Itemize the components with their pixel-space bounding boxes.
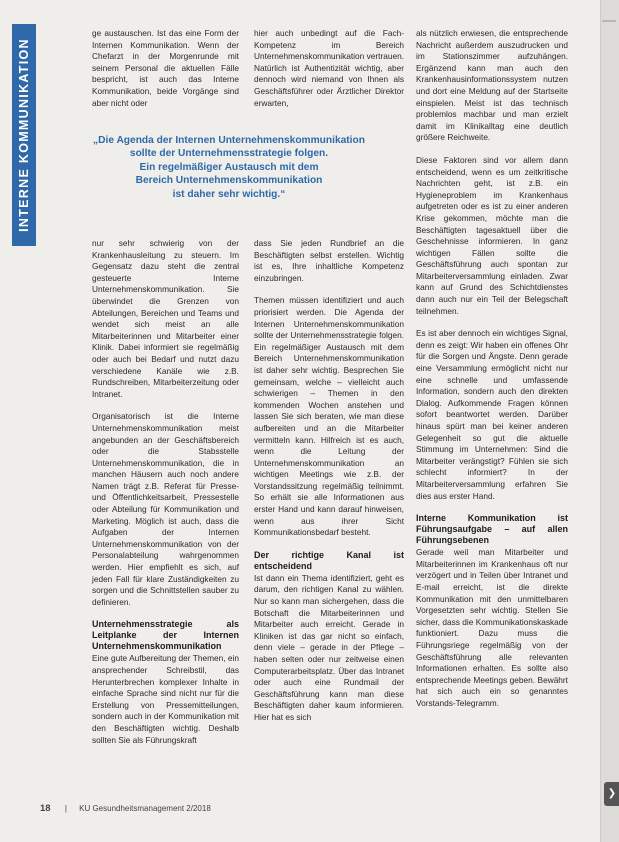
paragraph: Diese Faktoren sind vor allem dann entscheidend, wenn es um zeitkritische Nachrichten geht, ist z.B. ein Hygieneproblem im Krankenhaus aufgetreten oder es ist zu einer anderen Krise gekommen, möchte man die Beschäftigten tagesaktuell über die Geschehnisse informieren. In ganz wichtigen Fällen sollte die Geschäftsführung auch spontan zur Mitarbeiterversammlung einladen. Zwar kann auf Grund des Schichtdienstes dann auch nur ein Teil der Belegschaft teilnehmen. <box>416 154 568 316</box>
paragraph: dass Sie jeden Rundbrief an die Beschäftigten selbst erstellen. Wichtig ist es, Ihre inhaltliche Kompetenz einzubringen. <box>254 238 404 283</box>
footer-separator: | <box>64 804 67 813</box>
section-label-strip <box>12 24 36 246</box>
paragraph: Ist dann ein Thema identifiziert, geht es darum, den richtigen Kanal zu wählen. Nur so kann man sichergehen, dass die Botschaft die Mitarbeiterinnen und Mitarbeiter auch erreicht. Gerade in Kliniken ist das gar nicht so einfach, denn viele – gerade in der Pflege – haben selten oder nur zeitweise einen Computerarbeitsplatz. Über das Intranet oder auch eine Rundmail der Geschäftsführung kann man diese Beschäftigten daher kaum informieren. Hier hat es sich <box>254 572 404 722</box>
page-number: 18 <box>40 803 51 814</box>
next-page-arrow-icon[interactable]: ❯ <box>604 782 619 806</box>
section-heading: Unternehmensstrategie als Leitplanke der Internen Unternehmenskommunikation <box>92 619 239 652</box>
column-3 <box>416 28 568 720</box>
section-heading: Der richtige Kanal ist entscheidend <box>254 549 404 571</box>
quote-line: Ein regelmäßiger Austausch mit dem <box>139 161 319 173</box>
column-1-top <box>92 28 239 120</box>
paragraph: hier auch unbedingt auf die Fach-Kompetenz im Bereich Unternehmenskommunikation vertrauen. Natürlich ist Authentizität wichtig, aber dennoch wird niemand von Ihnen als Geschäftsführer oder Ärztlicher Direktor erwarten, <box>254 28 404 108</box>
column-2-bottom <box>254 238 404 735</box>
column-2-top <box>254 28 404 120</box>
section-heading: Interne Kommunikation ist Führungsaufgabe – auf allen Führungsebenen <box>416 513 568 546</box>
adjacent-page-edge <box>600 0 619 842</box>
quote-line: „Die Agenda der Internen Unternehmenskommunikation <box>93 135 365 146</box>
paragraph: ge austauschen. Ist das eine Form der Internen Kommunikation. Wenn der Chefarzt in der Morgenrunde mit seinem Personal die aktuellen Fälle bespricht, ist auch das Interne Kommunikation, beide Vorgänge sind aber nicht oder <box>92 28 239 108</box>
paragraph: Es ist aber dennoch ein wichtiges Signal, denn es zeigt: Wir haben ein offenes Ohr für die Sorgen und Ängste. Denn gerade eine Versammlung ermöglicht nicht nur eine schnelle und umfassende Information, sondern auch den direkten Dialog. Aufkommende Fragen können sofort beantwortet werden. Darüber hinaus spürt man bei keiner anderen Gelegenheit so gut die aktuelle Stimmung im Unternehmen: Sind die Mitarbeiter verängstigt? Fühlen sie sich schlecht informiert? In der Mitarbeiterversammlung erfahren Sie dies aus erster Hand. <box>416 328 568 501</box>
page-edge-mark <box>602 20 616 22</box>
paragraph: Themen müssen identifiziert und auch priorisiert werden. Die Agenda der Internen Unternehmenskommunikation sollte der Unternehmensstrategie folgen. Ein regelmäßiger Austausch mit dem Bereich Unternehmenskommunikation ist daher sehr wichtig. Besprechen Sie gemeinsam, welche – vielleicht auch schwierigen – Themen in den kommenden Wochen anstehen und lassen Sie sich beraten, wie man diese aufbereiten und an die Mitarbeiter vermitteln kann. Hilfreich ist es auch, wenn die Leitung der Unternehmenskommunikation an wichtigen Meetings wie z.B. der Vorstandssitzung regelmäßig teilnimmt. So erhält sie alle Informationen aus erster Hand und kann darauf hinweisen, wenn aus ihrer Sicht Kommunikationsbedarf besteht. <box>254 295 404 538</box>
section-label: INTERNE KOMMUNIKATION <box>17 38 31 232</box>
paragraph: Eine gute Aufbereitung der Themen, ein ansprechender Schreibstil, das Herunterbrechen komplexer Inhalte in einfache Sprache sind nicht nur für die Erstellung von Pressemitteilungen, sondern auch in der Kommunikation mit den Beschäftigten wichtig. Deshalb sollten Sie als Führungskraft <box>92 653 239 745</box>
paragraph: nur sehr schwierig von der Krankenhausleitung zu steuern. Im Gegensatz dazu steht die zentral gesteuerte Interne Unternehmenskommunikation. Sie überwindet die Grenzen von Abteilungen, Bereichen und Teams und wendet sich meist an alle Mitarbeiterinnen und Mitarbeiter einer Klinik. Dabei informiert sie regelmäßig oder auch bei Bedarf und nutzt dazu verschiedene Kanäle wie z.B. Rundschreiben, Mitarbeiterzeitung oder Intranet. <box>92 238 239 399</box>
quote-line: ist daher sehr wichtig.“ <box>172 188 286 200</box>
column-1-bottom <box>92 238 239 757</box>
paragraph: als nützlich erwiesen, die entsprechende Nachricht außerdem auszudrucken und im Stationszimmer aufzuhängen. Ergänzend kann man auch den Krankenhausinformationssystem nutzen und dort eine Meldung auf der Startseite einspielen. Meist ist das technisch problemlos machbar und man erzielt damit im Klinikalltag eine deutlich größere Reichweite. <box>416 28 568 143</box>
page-footer <box>40 803 211 814</box>
quote-line: Bereich Unternehmenskommunikation <box>135 175 323 187</box>
quote-line: sollte der Unternehmensstrategie folgen. <box>129 148 329 160</box>
pull-quote <box>84 134 374 201</box>
paragraph: Organisatorisch ist die Interne Unternehmenskommunikation meist angebunden an der Geschäftsbereich oder die Stabsstelle Unternehmenskommunikation, die in manchen Häusern auch noch andere Namen trägt z.B. Referat für Presse- und Öffentlichkeitsarbeit, Pressestelle oder Abteilung für Kommunikation und Marketing. Möglich ist auch, dass die Aufgaben der Internen Unternehmenskommunikation von der Personalabteilung wahrgenommen werden. Hier empfiehlt es sich, auf jeden Fall für klare Zuständigkeiten zu sorgen und die Schnittstellen sauber zu definieren. <box>92 411 239 607</box>
publication-name: KU Gesundheitsmanagement 2/2018 <box>79 804 211 813</box>
paragraph: Gerade weil man Mitarbeiter und Mitarbeiterinnen im Krankenhaus oft nur verzögert und in Teilen über Intranet und E-mail erreicht, ist die direkte Kommunikation mit den unmittelbaren Vorgesetzten sehr wichtig. Stellen Sie sicher, dass die Kommunikationskaskade funktioniert. Dazu muss die Führungsriege regelmäßig von der Geschäftsführung alle relevanten Informationen erhalten. Es sollte also entsprechende Meetings geben. Bewährt hat sich auch ein so genanntes Vorstands-Telegramm. <box>416 547 568 708</box>
